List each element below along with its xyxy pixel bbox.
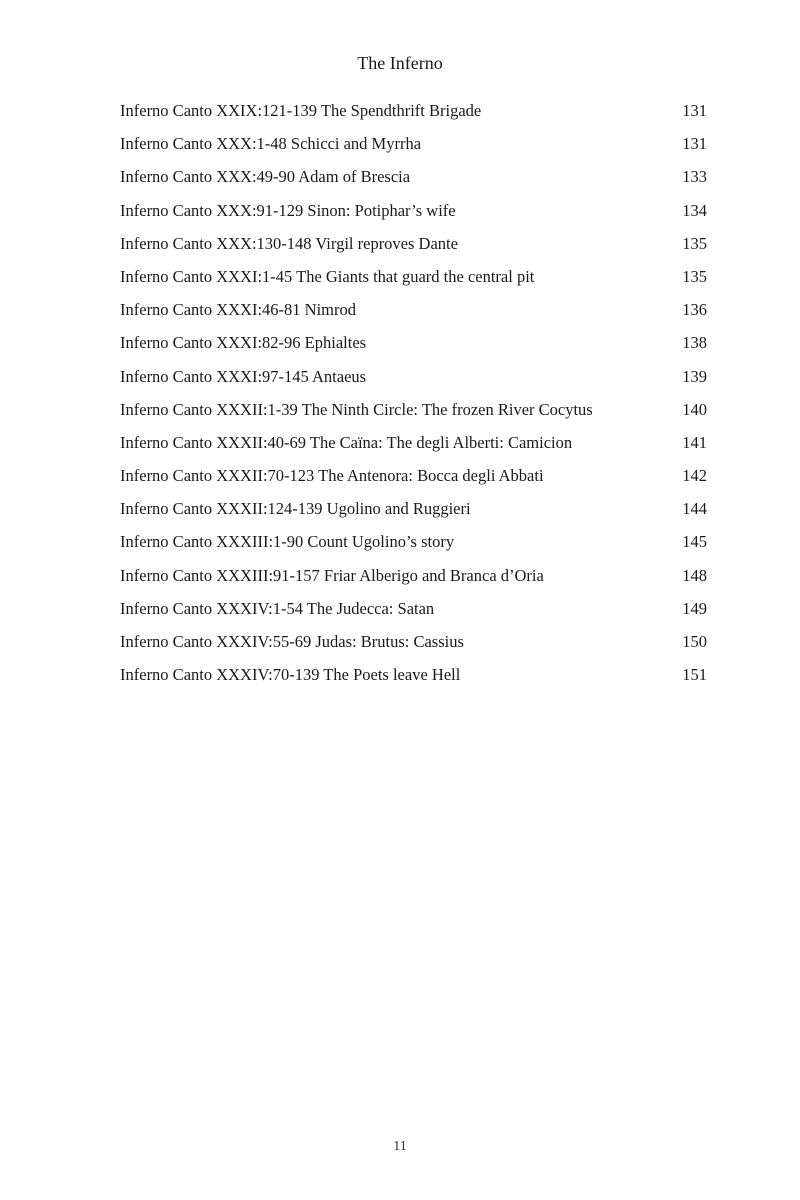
toc-entry	[120, 432, 707, 465]
toc-entry-title: Inferno Canto XXXIV:55-69 Judas: Brutus: Cassius	[120, 632, 464, 651]
toc-entry	[120, 166, 707, 199]
toc-entry-page: 131	[682, 134, 707, 154]
toc-entry-title: Inferno Canto XXXIII:1-90 Count Ugolino’s story	[120, 532, 455, 552]
toc-entry-page: 134	[682, 200, 707, 220]
toc-entry-page: 135	[682, 266, 707, 286]
toc-entry-page: 148	[682, 565, 707, 585]
toc-entry-title: Inferno Canto XXXI:97-145 Antaeus	[120, 366, 367, 386]
toc-entry-title: Inferno Canto XXXIII:91-157 Friar Alberigo and Branca d’Oria	[120, 565, 544, 585]
toc-entry	[120, 631, 707, 664]
toc-entry-title: Inferno Canto XXXII:40-69 The Caïna: The degli Alberti: Camicion	[120, 432, 573, 452]
toc-entry-page: 140	[682, 399, 707, 419]
toc-entry-page: 144	[682, 499, 707, 519]
toc-entry	[120, 531, 707, 564]
toc-entry	[120, 299, 707, 332]
toc-entry-title: Inferno Canto XXXIV:70-139 The Poets leave Hell	[120, 665, 461, 685]
toc-entry-title: Inferno Canto XXX:49-90 Adam of Brescia	[120, 167, 411, 187]
page-number: 11	[393, 1139, 407, 1154]
toc-entry-page: 131	[682, 101, 707, 120]
toc-entry-page: 133	[682, 167, 707, 187]
toc-entry-page: 151	[682, 665, 707, 685]
toc-entry-page: 145	[682, 532, 707, 552]
toc-entry	[120, 332, 707, 365]
toc-entry	[120, 133, 707, 166]
toc-entry-title: Inferno Canto XXX:1-48 Schicci and Myrrha	[120, 134, 422, 154]
toc-entry-title: Inferno Canto XXXII:70-123 The Antenora: Bocca degli Abbati	[120, 466, 544, 486]
toc-entry	[120, 598, 707, 631]
toc-entry-page: 135	[682, 233, 707, 253]
toc-entry-title: Inferno Canto XXXII:124-139 Ugolino and Ruggieri	[120, 499, 471, 519]
toc-entry	[120, 664, 707, 697]
toc-entry-title: Inferno Canto XXXII:1-39 The Ninth Circle: The frozen River Cocytus	[120, 399, 593, 419]
toc-entry-title: Inferno Canto XXXI:82-96 Ephialtes	[120, 333, 367, 353]
toc-entry	[120, 100, 707, 133]
toc-entry	[120, 498, 707, 531]
toc-entry-page: 139	[682, 366, 707, 386]
toc-entry-page: 141	[682, 432, 707, 452]
toc-entry-title: Inferno Canto XXIX:121-139 The Spendthrift Brigade	[120, 101, 482, 120]
toc-entry	[120, 399, 707, 432]
toc-entry-title: Inferno Canto XXXIV:1-54 The Judecca: Satan	[120, 598, 435, 618]
toc-entry	[120, 366, 707, 399]
toc-entry-title: Inferno Canto XXX:130-148 Virgil reproves Dante	[120, 233, 458, 253]
toc-entry	[120, 233, 707, 266]
toc-entry-page: 150	[682, 632, 707, 651]
toc-entry-page: 149	[682, 598, 707, 618]
table-of-contents	[120, 100, 707, 697]
toc-entry	[120, 200, 707, 233]
running-header: The Inferno	[357, 53, 443, 73]
toc-entry-title: Inferno Canto XXXI:46-81 Nimrod	[120, 300, 356, 320]
toc-entry-title: Inferno Canto XXX:91-129 Sinon: Potiphar’s wife	[120, 200, 456, 220]
toc-entry-title: Inferno Canto XXXI:1-45 The Giants that guard the central pit	[120, 266, 535, 286]
toc-entry-page: 138	[682, 333, 707, 353]
toc-entry	[120, 266, 707, 299]
toc-entry-page: 136	[682, 300, 707, 320]
toc-entry	[120, 565, 707, 598]
toc-entry	[120, 465, 707, 498]
toc-entry-page: 142	[682, 466, 707, 486]
